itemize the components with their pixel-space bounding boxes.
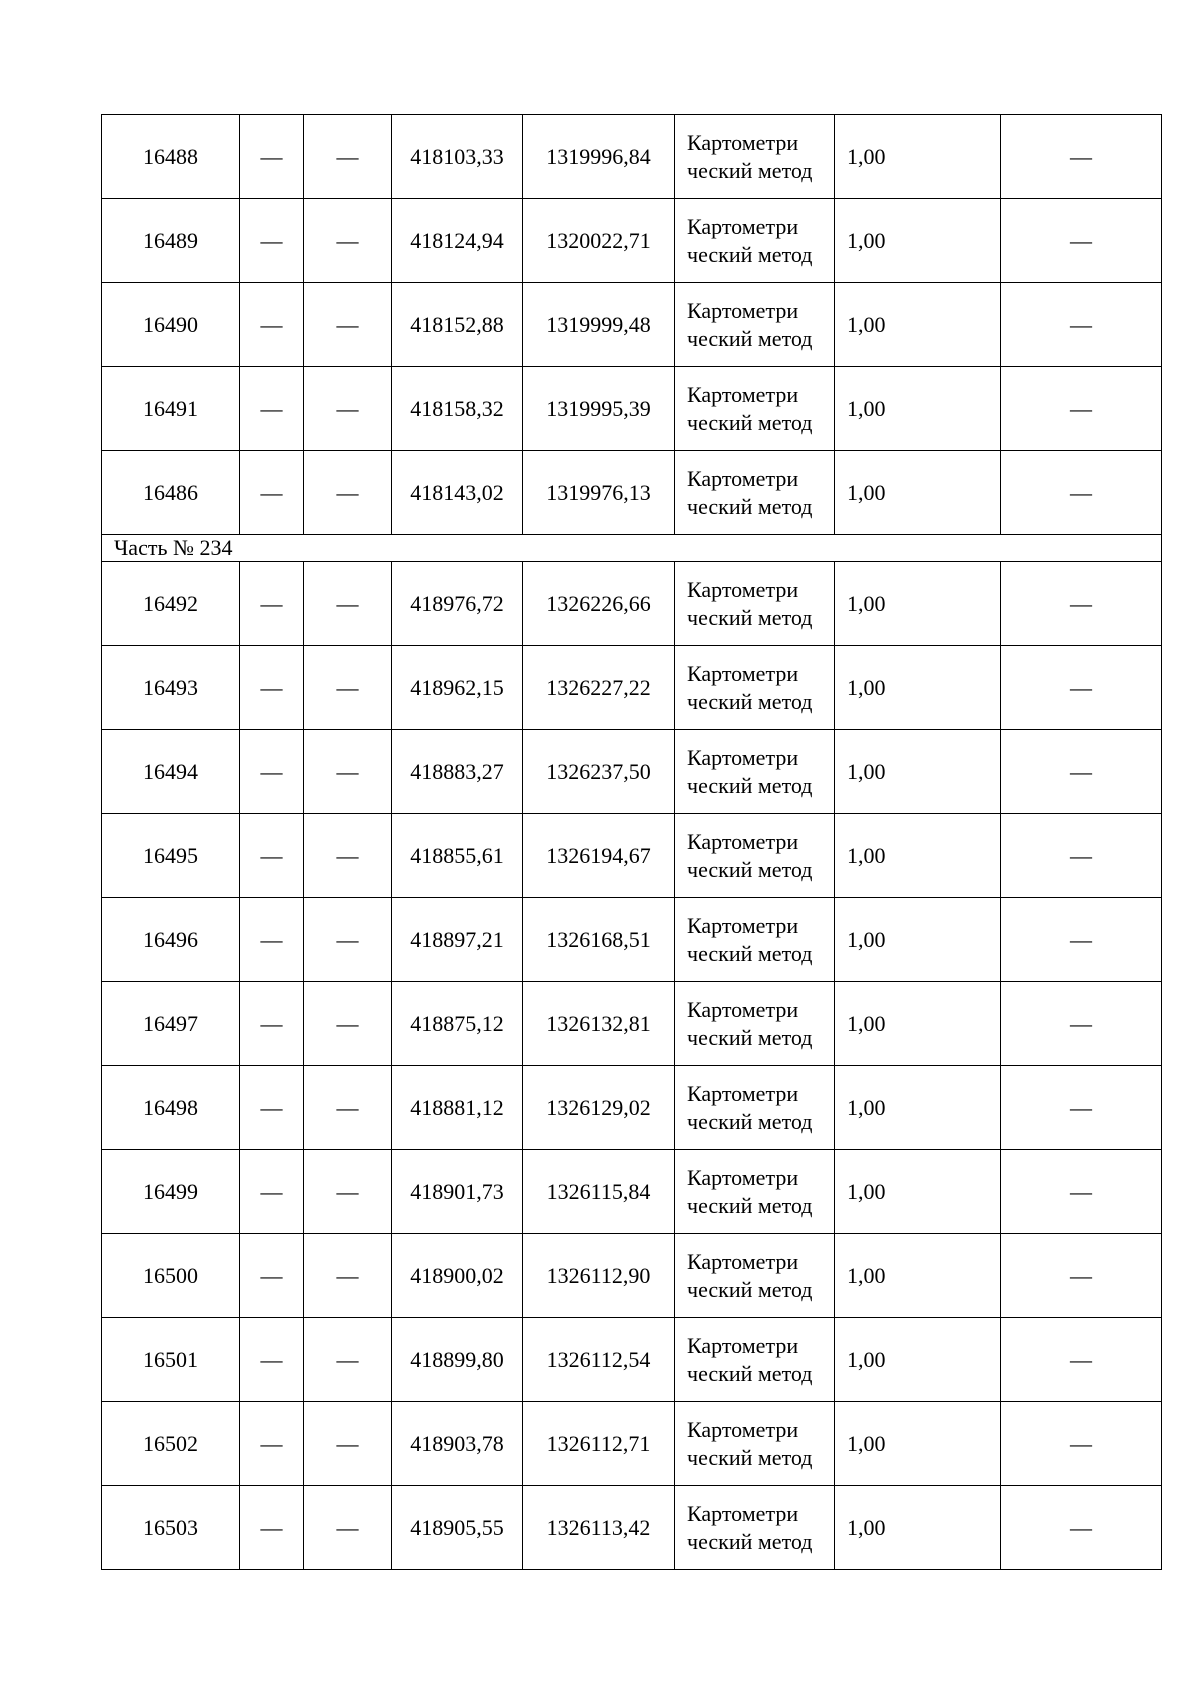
empty-dash-cell: —	[1001, 1402, 1162, 1486]
empty-dash-cell: —	[1001, 199, 1162, 283]
accuracy-cell: 1,00	[835, 562, 1001, 646]
point-number-cell: 16492	[102, 562, 240, 646]
empty-dash-cell: —	[1001, 898, 1162, 982]
empty-dash-cell: —	[1001, 1150, 1162, 1234]
method-cell: Картометри ческий метод	[675, 451, 835, 535]
empty-dash-cell: —	[240, 283, 304, 367]
method-cell: Картометри ческий метод	[675, 1318, 835, 1402]
empty-dash-cell: —	[240, 451, 304, 535]
empty-dash-cell: —	[1001, 1486, 1162, 1570]
accuracy-cell: 1,00	[835, 283, 1001, 367]
empty-dash-cell: —	[304, 199, 392, 283]
y-coordinate-cell: 1326112,71	[523, 1402, 675, 1486]
point-number-cell: 16496	[102, 898, 240, 982]
x-coordinate-cell: 418103,33	[392, 115, 523, 199]
point-number-cell: 16495	[102, 814, 240, 898]
empty-dash-cell: —	[240, 982, 304, 1066]
x-coordinate-cell: 418143,02	[392, 451, 523, 535]
empty-dash-cell: —	[240, 1066, 304, 1150]
table-row	[102, 1486, 1162, 1570]
empty-dash-cell: —	[304, 1066, 392, 1150]
empty-dash-cell: —	[304, 1150, 392, 1234]
x-coordinate-cell: 418976,72	[392, 562, 523, 646]
method-cell: Картометри ческий метод	[675, 367, 835, 451]
x-coordinate-cell: 418897,21	[392, 898, 523, 982]
accuracy-cell: 1,00	[835, 1486, 1001, 1570]
accuracy-cell: 1,00	[835, 115, 1001, 199]
y-coordinate-cell: 1326112,54	[523, 1318, 675, 1402]
empty-dash-cell: —	[240, 1318, 304, 1402]
y-coordinate-cell: 1320022,71	[523, 199, 675, 283]
x-coordinate-cell: 418158,32	[392, 367, 523, 451]
table-row	[102, 730, 1162, 814]
method-cell: Картометри ческий метод	[675, 562, 835, 646]
empty-dash-cell: —	[240, 115, 304, 199]
point-number-cell: 16501	[102, 1318, 240, 1402]
empty-dash-cell: —	[240, 814, 304, 898]
empty-dash-cell: —	[1001, 562, 1162, 646]
table-body-part-a	[102, 115, 1162, 535]
empty-dash-cell: —	[304, 562, 392, 646]
accuracy-cell: 1,00	[835, 199, 1001, 283]
empty-dash-cell: —	[304, 898, 392, 982]
table-row	[102, 814, 1162, 898]
empty-dash-cell: —	[240, 1150, 304, 1234]
y-coordinate-cell: 1326112,90	[523, 1234, 675, 1318]
x-coordinate-cell: 418903,78	[392, 1402, 523, 1486]
accuracy-cell: 1,00	[835, 1066, 1001, 1150]
section-label: Часть № 234	[102, 535, 1162, 562]
accuracy-cell: 1,00	[835, 1402, 1001, 1486]
table-row	[102, 646, 1162, 730]
point-number-cell: 16502	[102, 1402, 240, 1486]
table-row	[102, 1150, 1162, 1234]
accuracy-cell: 1,00	[835, 814, 1001, 898]
point-number-cell: 16491	[102, 367, 240, 451]
empty-dash-cell: —	[304, 982, 392, 1066]
empty-dash-cell: —	[304, 730, 392, 814]
table-row	[102, 199, 1162, 283]
point-number-cell: 16489	[102, 199, 240, 283]
empty-dash-cell: —	[304, 1234, 392, 1318]
empty-dash-cell: —	[304, 367, 392, 451]
y-coordinate-cell: 1326226,66	[523, 562, 675, 646]
empty-dash-cell: —	[240, 367, 304, 451]
empty-dash-cell: —	[304, 646, 392, 730]
empty-dash-cell: —	[304, 1486, 392, 1570]
empty-dash-cell: —	[1001, 1318, 1162, 1402]
empty-dash-cell: —	[1001, 115, 1162, 199]
accuracy-cell: 1,00	[835, 1150, 1001, 1234]
x-coordinate-cell: 418883,27	[392, 730, 523, 814]
x-coordinate-cell: 418899,80	[392, 1318, 523, 1402]
method-cell: Картометри ческий метод	[675, 199, 835, 283]
y-coordinate-cell: 1326168,51	[523, 898, 675, 982]
table-row	[102, 1066, 1162, 1150]
accuracy-cell: 1,00	[835, 451, 1001, 535]
x-coordinate-cell: 418900,02	[392, 1234, 523, 1318]
method-cell: Картометри ческий метод	[675, 898, 835, 982]
empty-dash-cell: —	[1001, 1066, 1162, 1150]
y-coordinate-cell: 1326132,81	[523, 982, 675, 1066]
accuracy-cell: 1,00	[835, 367, 1001, 451]
empty-dash-cell: —	[240, 1402, 304, 1486]
method-cell: Картометри ческий метод	[675, 646, 835, 730]
y-coordinate-cell: 1319999,48	[523, 283, 675, 367]
empty-dash-cell: —	[304, 115, 392, 199]
y-coordinate-cell: 1326113,42	[523, 1486, 675, 1570]
empty-dash-cell: —	[304, 1318, 392, 1402]
section-row	[102, 535, 1162, 562]
coordinates-table-page	[101, 114, 1161, 1570]
table-row	[102, 283, 1162, 367]
x-coordinate-cell: 418901,73	[392, 1150, 523, 1234]
empty-dash-cell: —	[1001, 283, 1162, 367]
table-row	[102, 898, 1162, 982]
accuracy-cell: 1,00	[835, 730, 1001, 814]
table-row	[102, 1234, 1162, 1318]
point-number-cell: 16486	[102, 451, 240, 535]
section-header	[102, 535, 1162, 562]
method-cell: Картометри ческий метод	[675, 115, 835, 199]
table-row	[102, 982, 1162, 1066]
method-cell: Картометри ческий метод	[675, 814, 835, 898]
y-coordinate-cell: 1326194,67	[523, 814, 675, 898]
table-row	[102, 1318, 1162, 1402]
x-coordinate-cell: 418905,55	[392, 1486, 523, 1570]
table-body-part-234	[102, 562, 1162, 1570]
table-row	[102, 1402, 1162, 1486]
x-coordinate-cell: 418124,94	[392, 199, 523, 283]
x-coordinate-cell: 418875,12	[392, 982, 523, 1066]
empty-dash-cell: —	[240, 1486, 304, 1570]
point-number-cell: 16500	[102, 1234, 240, 1318]
coordinates-table	[101, 114, 1162, 1570]
table-row	[102, 367, 1162, 451]
x-coordinate-cell: 418855,61	[392, 814, 523, 898]
point-number-cell: 16498	[102, 1066, 240, 1150]
point-number-cell: 16499	[102, 1150, 240, 1234]
y-coordinate-cell: 1319996,84	[523, 115, 675, 199]
empty-dash-cell: —	[1001, 646, 1162, 730]
point-number-cell: 16503	[102, 1486, 240, 1570]
table-row	[102, 562, 1162, 646]
accuracy-cell: 1,00	[835, 898, 1001, 982]
empty-dash-cell: —	[1001, 367, 1162, 451]
y-coordinate-cell: 1326129,02	[523, 1066, 675, 1150]
empty-dash-cell: —	[304, 814, 392, 898]
empty-dash-cell: —	[240, 1234, 304, 1318]
empty-dash-cell: —	[1001, 814, 1162, 898]
empty-dash-cell: —	[1001, 730, 1162, 814]
accuracy-cell: 1,00	[835, 982, 1001, 1066]
empty-dash-cell: —	[240, 199, 304, 283]
empty-dash-cell: —	[240, 730, 304, 814]
y-coordinate-cell: 1326237,50	[523, 730, 675, 814]
empty-dash-cell: —	[1001, 1234, 1162, 1318]
method-cell: Картометри ческий метод	[675, 730, 835, 814]
accuracy-cell: 1,00	[835, 646, 1001, 730]
method-cell: Картометри ческий метод	[675, 1150, 835, 1234]
table-row	[102, 451, 1162, 535]
y-coordinate-cell: 1319995,39	[523, 367, 675, 451]
point-number-cell: 16490	[102, 283, 240, 367]
method-cell: Картометри ческий метод	[675, 283, 835, 367]
empty-dash-cell: —	[1001, 982, 1162, 1066]
method-cell: Картометри ческий метод	[675, 1234, 835, 1318]
method-cell: Картометри ческий метод	[675, 1066, 835, 1150]
point-number-cell: 16493	[102, 646, 240, 730]
method-cell: Картометри ческий метод	[675, 1402, 835, 1486]
method-cell: Картометри ческий метод	[675, 982, 835, 1066]
point-number-cell: 16488	[102, 115, 240, 199]
point-number-cell: 16497	[102, 982, 240, 1066]
empty-dash-cell: —	[304, 451, 392, 535]
x-coordinate-cell: 418881,12	[392, 1066, 523, 1150]
empty-dash-cell: —	[304, 1402, 392, 1486]
method-cell: Картометри ческий метод	[675, 1486, 835, 1570]
empty-dash-cell: —	[240, 562, 304, 646]
y-coordinate-cell: 1326115,84	[523, 1150, 675, 1234]
x-coordinate-cell: 418152,88	[392, 283, 523, 367]
accuracy-cell: 1,00	[835, 1234, 1001, 1318]
empty-dash-cell: —	[240, 898, 304, 982]
y-coordinate-cell: 1319976,13	[523, 451, 675, 535]
table-row	[102, 115, 1162, 199]
empty-dash-cell: —	[304, 283, 392, 367]
empty-dash-cell: —	[240, 646, 304, 730]
accuracy-cell: 1,00	[835, 1318, 1001, 1402]
point-number-cell: 16494	[102, 730, 240, 814]
empty-dash-cell: —	[1001, 451, 1162, 535]
x-coordinate-cell: 418962,15	[392, 646, 523, 730]
y-coordinate-cell: 1326227,22	[523, 646, 675, 730]
